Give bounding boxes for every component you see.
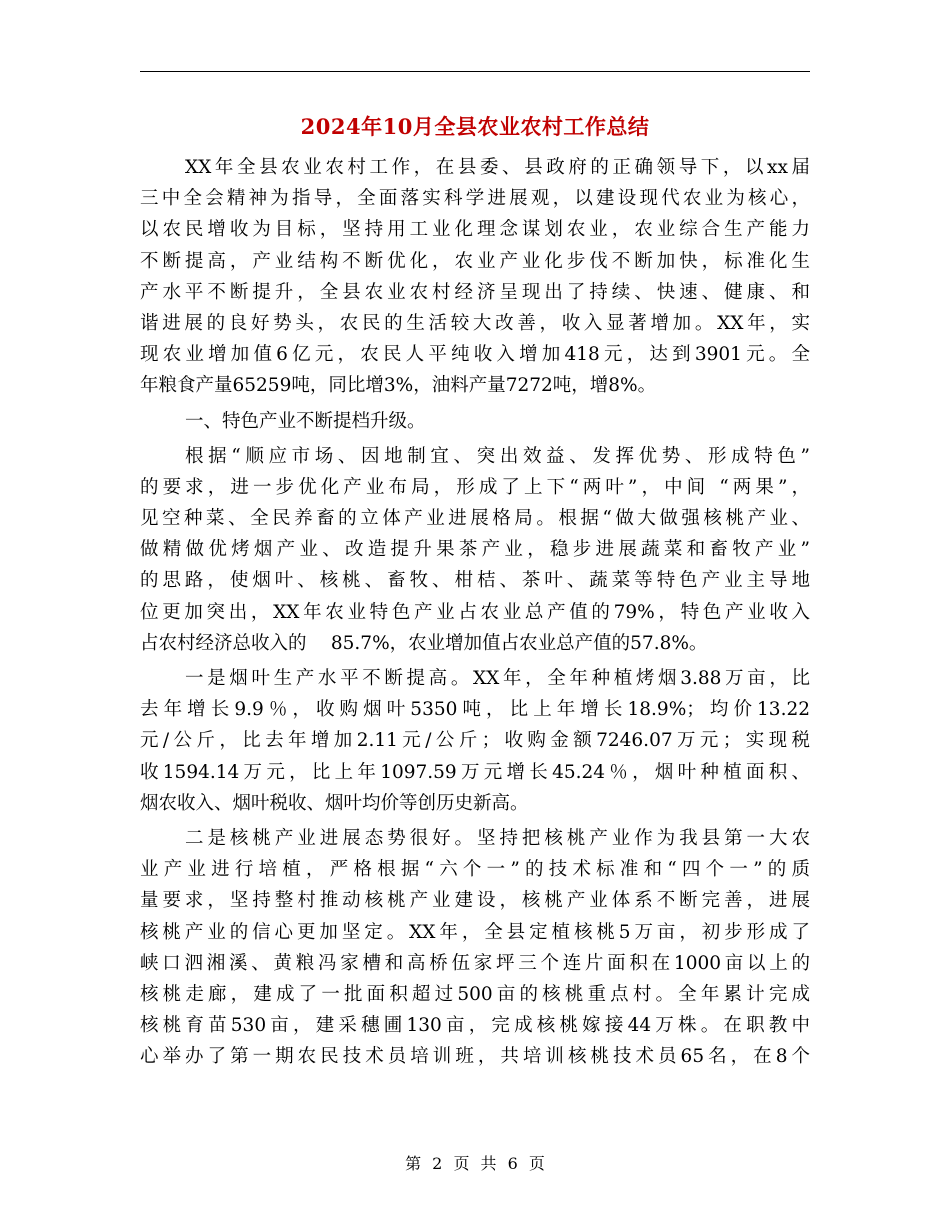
text-line: 现农业增加值6亿元，农民人平纯收入增加418元，达到3901元。全 <box>140 344 810 366</box>
document-body <box>140 152 810 1072</box>
text-line: 收1594.14万元，比上年1097.59万元增长45.24％，烟叶种植面积、 <box>140 761 810 783</box>
text-line: 的思路，使烟叶、核桃、畜牧、柑桔、茶叶、蔬菜等特色产业主导地 <box>140 570 810 592</box>
header-rule <box>140 71 810 72</box>
text-line: 一是烟叶生产水平不断提高。XX年，全年种植烤烟3.88万亩，比 <box>185 668 810 689</box>
text-line: 谐进展的良好势头，农民的生活较大改善，收入显著增加。XX年，实 <box>140 312 810 334</box>
text-line: 峡口泗湘溪、黄粮冯家槽和高桥伍家坪三个连片面积在1000亩以上的 <box>140 952 810 974</box>
paragraph <box>140 152 810 402</box>
text-line: 的要求，进一步优化产业布局，形成了上下“两叶”，中间 “两果”， <box>140 476 810 498</box>
paragraph <box>140 823 810 1073</box>
text-line: 占农村经济总收入的 85.7%，农业增加值占农业总产值的57.8%。 <box>140 632 708 654</box>
text-line: 核桃育苗530亩，建采穗圃130亩，完成核桃嫁接44万株。在职教中 <box>140 1015 810 1037</box>
text-line: XX年全县农业农村工作，在县委、县政府的正确领导下，以xx届 <box>185 157 810 178</box>
text-line: 一、特色产业不断提档升级。 <box>185 410 426 432</box>
text-line: 核桃走廊，建成了一批面积超过500亩的核桃重点村。全年累计完成 <box>140 983 810 1005</box>
text-line: 做精做优烤烟产业、改造提升果茶产业，稳步进展蔬菜和畜牧产业” <box>140 539 810 561</box>
text-line: 烟农收入、烟叶税收、烟叶均价等创历史新高。 <box>140 792 529 814</box>
text-line: 二是核桃产业进展态势很好。坚持把核桃产业作为我县第一大农 <box>185 827 810 849</box>
text-line: 核桃产业的信心更加坚定。XX年，全县定植核桃5万亩，初步形成了 <box>140 921 810 943</box>
text-line: 以农民增收为目标，坚持用工业化理念谋划农业，农业综合生产能力 <box>140 219 810 241</box>
text-line: 不断提高，产业结构不断优化，农业产业化步伐不断加快，标准化生 <box>140 250 810 272</box>
paragraph <box>140 441 810 659</box>
paragraph <box>140 406 810 437</box>
text-line: 见空种菜、全民养畜的立体产业进展格局。根据“做大做强核桃产业、 <box>140 508 810 530</box>
text-line: 量要求，坚持整村推动核桃产业建设，核桃产业体系不断完善，进展 <box>140 890 810 912</box>
text-line: 根据“顺应市场、因地制宜、突出效益、发挥优势、形成特色” <box>185 445 810 467</box>
document-title: 2024年10月全县农业农村工作总结 <box>300 114 650 139</box>
text-line: 元/公斤，比去年增加2.11元/公斤；收购金额7246.07万元；实现税 <box>140 730 810 752</box>
text-line: 三中全会精神为指导，全面落实科学进展观，以建设现代农业为核心， <box>140 188 810 210</box>
text-line: 位更加突出，XX年农业特色产业占农业总产值的79%，特色产业收入 <box>140 601 810 623</box>
text-line: 去年增长9.9％，收购烟叶5350吨，比上年增长18.9%；均价13.22 <box>140 699 810 721</box>
text-line: 产水平不断提升，全县农业农村经济呈现出了持续、快速、健康、和 <box>140 281 810 303</box>
paragraph <box>140 663 810 819</box>
text-line: 心举办了第一期农民技术员培训班，共培训核桃技术员65名，在8个 <box>140 1046 810 1068</box>
text-line: 业产业进行培植，严格根据“六个一”的技术标准和“四个一”的质 <box>140 859 810 881</box>
page-footer: 第 2 页 共 6 页 <box>405 1154 545 1173</box>
text-line: 年粮食产量65259吨，同比增3%，油料产量7272吨，增8%。 <box>140 375 657 397</box>
